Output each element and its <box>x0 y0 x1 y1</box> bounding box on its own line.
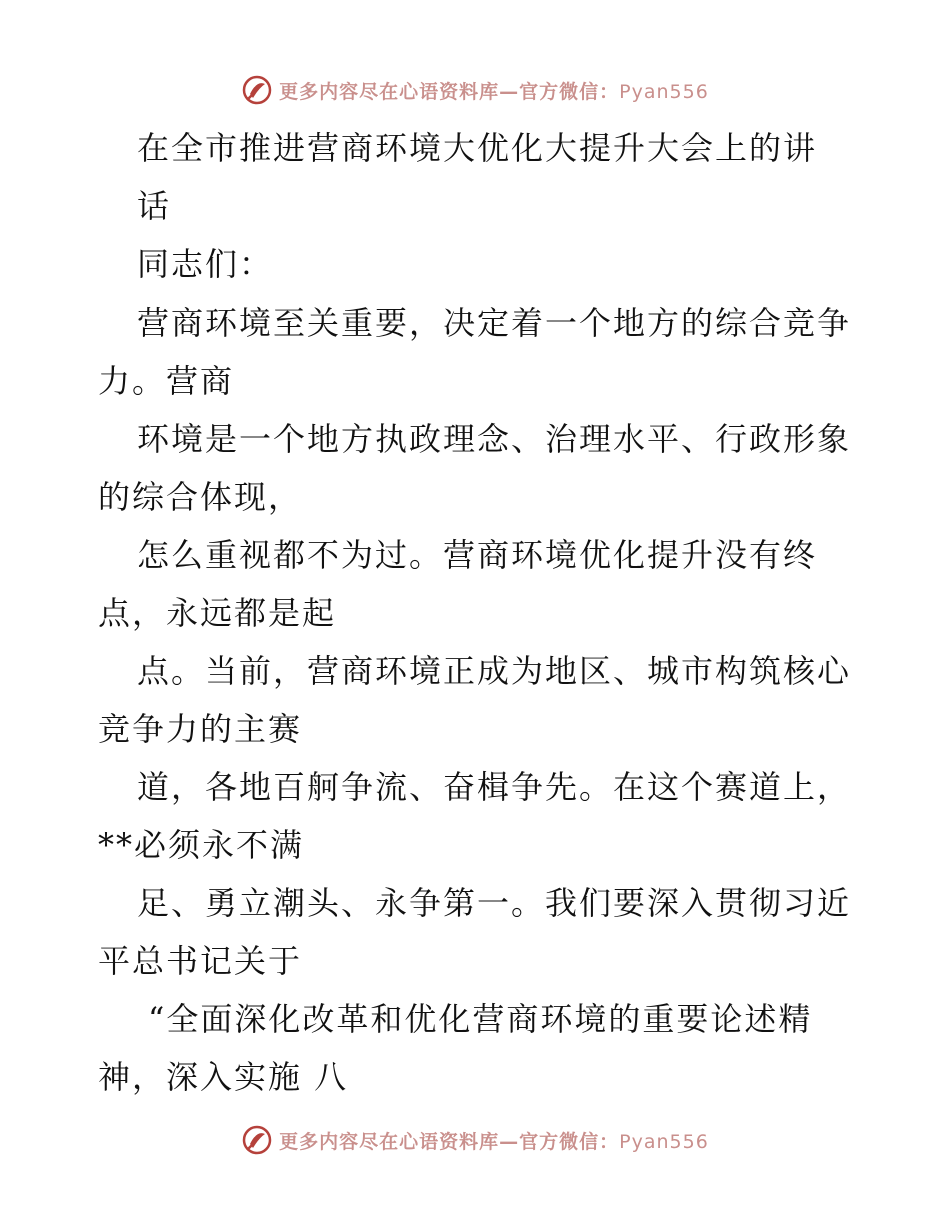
body-line: 点，永远都是起 <box>98 594 337 632</box>
salutation: 同志们： <box>137 245 274 283</box>
body-line: 道，各地百舸争流、奋楫争先。在这个赛道上， <box>137 768 852 806</box>
body-line: “全面深化改革和优化营商环境的重要论述精 <box>148 1000 813 1038</box>
footer-watermark <box>0 1122 950 1158</box>
header-watermark <box>0 72 950 108</box>
body-line: 点。当前，营商环境正成为地区、城市构筑核心 <box>137 652 852 690</box>
watermark-text: 更多内容尽在心语资料库—官方微信：Pyan556 <box>279 80 709 103</box>
document-title-line-2: 话 <box>137 187 172 225</box>
watermark-text: 更多内容尽在心语资料库—官方微信：Pyan556 <box>279 1130 709 1153</box>
body-line: 的综合体现， <box>98 478 303 516</box>
body-line: 怎么重视都不为过。营商环境优化提升没有终 <box>137 536 818 574</box>
body-line: 环境是一个地方执政理念、治理水平、行政形象 <box>137 420 852 458</box>
body-line: 足、勇立潮头、永争第一。我们要深入贯彻习近 <box>137 884 852 922</box>
body-line: 竞争力的主赛 <box>98 710 303 748</box>
watermark-logo-icon <box>241 1124 273 1156</box>
body-line: 神，深入实施 八 <box>98 1058 349 1096</box>
body-line: 力。营商 <box>98 362 235 400</box>
document-title-line-1: 在全市推进营商环境大优化大提升大会上的讲 <box>137 129 818 167</box>
watermark-logo-icon <box>241 74 273 106</box>
body-line: 平总书记关于 <box>98 942 303 980</box>
body-line: 营商环境至关重要，决定着一个地方的综合竞争 <box>137 304 852 342</box>
body-line: **必须永不满 <box>98 826 305 864</box>
